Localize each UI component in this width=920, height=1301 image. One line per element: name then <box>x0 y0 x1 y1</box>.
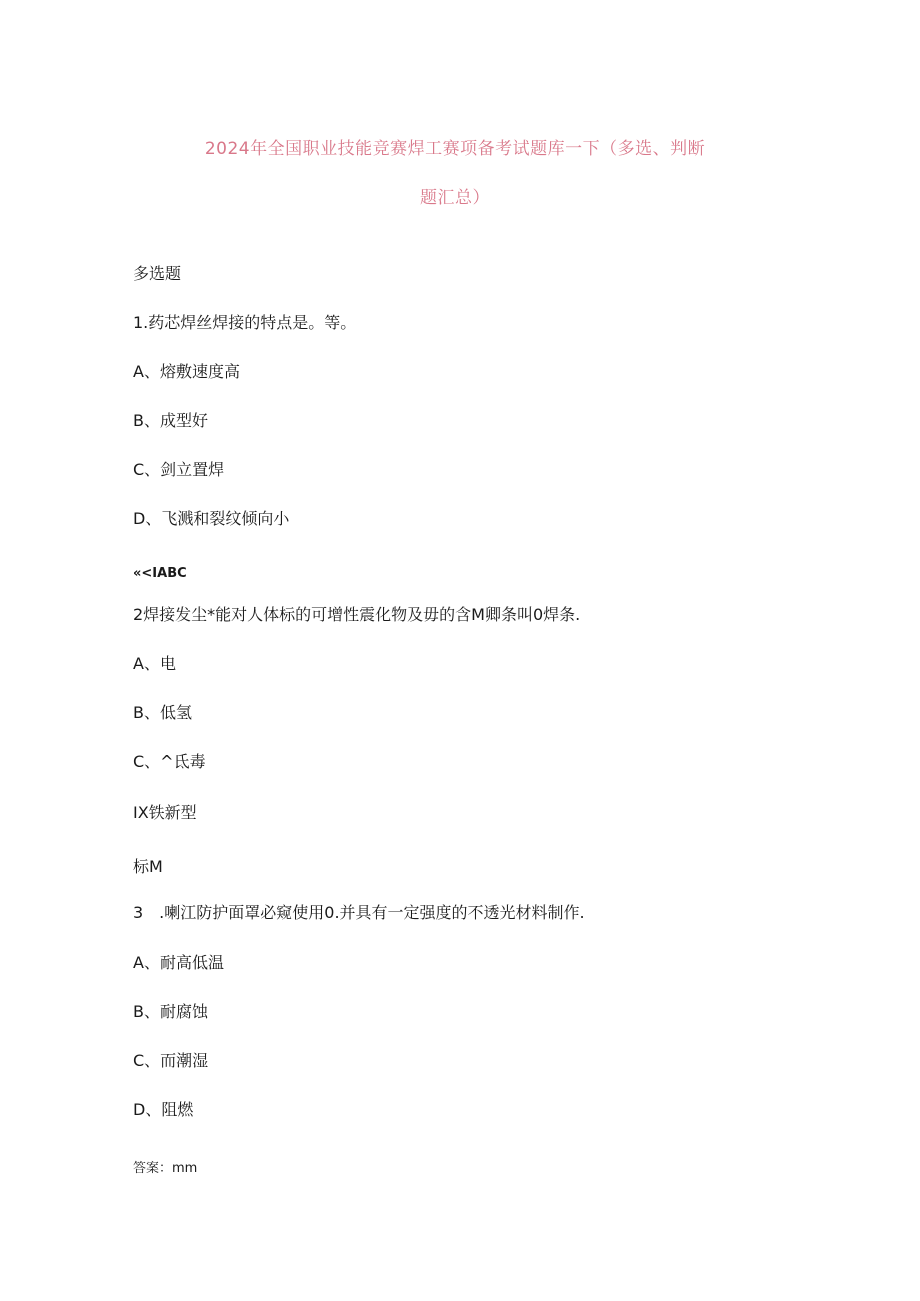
document-title-line-1: 2024年全国职业技能竞赛焊工赛项备考试题库一下（多选、判断 <box>204 139 706 159</box>
question-1-option-d: D、飞溅和裂纹倾向小 <box>133 509 290 528</box>
question-2-option-c: C、^氐毒 <box>133 752 206 771</box>
question-2-option-b: B、低氢 <box>133 703 192 722</box>
question-3-option-a: A、耐高低温 <box>133 953 224 972</box>
question-3-option-d: D、阻燃 <box>133 1100 194 1119</box>
question-1-option-a: A、熔敷速度高 <box>133 362 240 381</box>
question-1-answer: «<IABC <box>133 566 187 581</box>
question-2-answer: 标M <box>133 857 163 876</box>
document-title-line-2: 题汇总） <box>420 188 490 208</box>
question-1-option-c: C、剑立置焊 <box>133 460 225 479</box>
question-3-answer: 答案：mm <box>133 1161 198 1176</box>
question-3-option-b: B、耐腐蚀 <box>133 1002 208 1021</box>
question-1-stem: 1.药芯焊丝焊接的特点是。等。 <box>133 313 357 332</box>
question-2-option-d: IX铁新型 <box>133 803 197 822</box>
question-1-option-b: B、成型好 <box>133 411 208 430</box>
question-2-stem: 2焊接发尘*能对人体标的可增性震化物及毋的含M卿条叫0焊条. <box>133 605 581 624</box>
section-heading: 多选题 <box>133 264 182 283</box>
question-3-stem: 3 .喇江防护面罩必窥使用0.并具有一定强度的不透光材料制作. <box>133 903 585 922</box>
question-3-option-c: C、而潮湿 <box>133 1051 209 1070</box>
question-2-option-a: A、电 <box>133 654 176 673</box>
